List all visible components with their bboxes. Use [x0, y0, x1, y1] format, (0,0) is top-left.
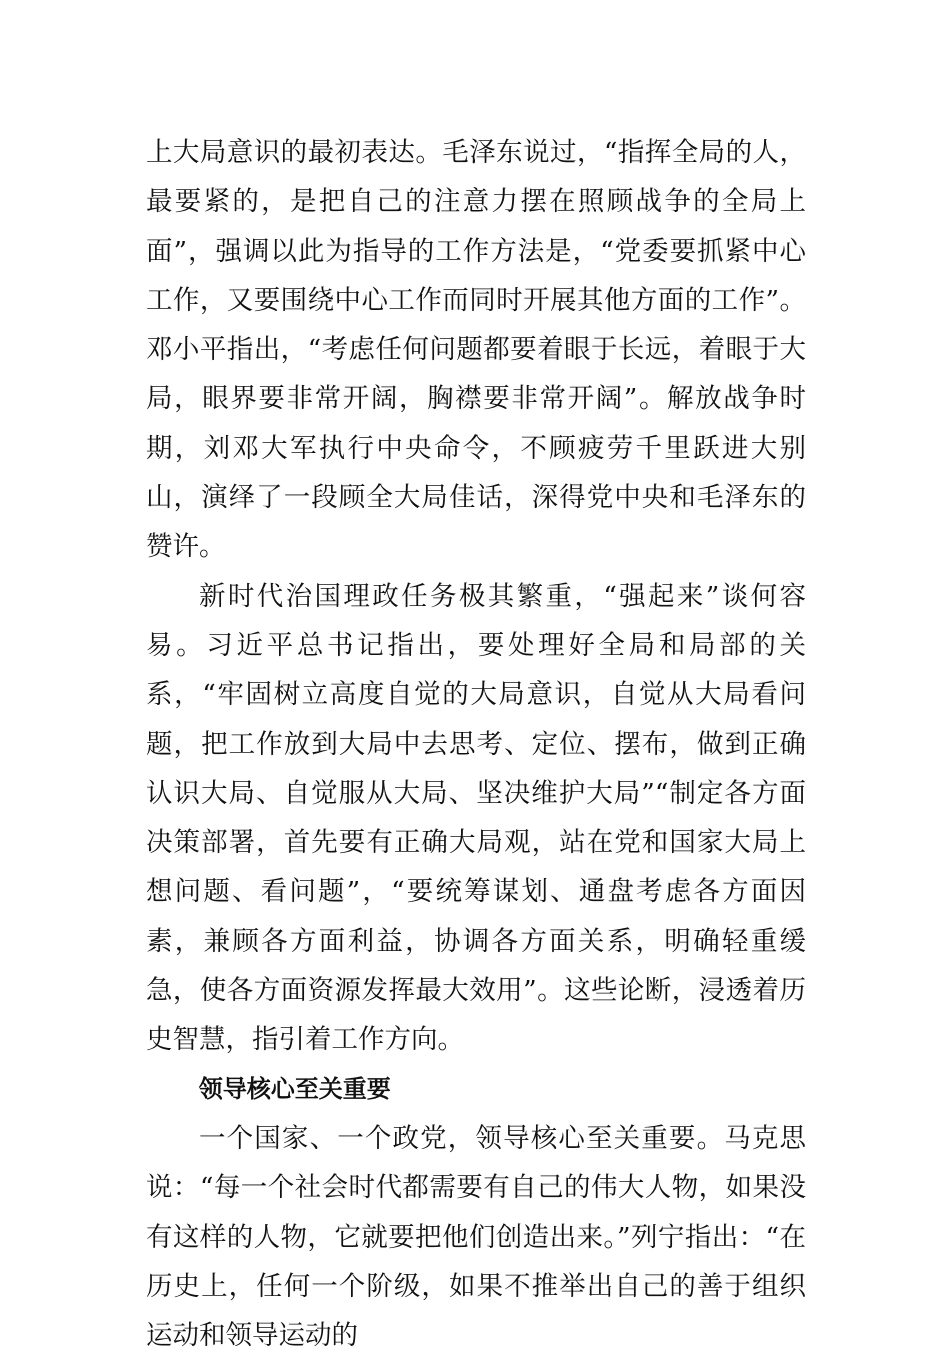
document-body: [146, 128, 806, 1360]
section-heading: 领导核心至关重要: [198, 1074, 391, 1103]
paragraph-leadership-core: 一个国家、一个政党，领导核心至关重要。马克思说：“每一个社会时代都需要有自己的伟大人物，如果没有这样的人物，它就要把他们创造出来。”列宁指出：“在历史上，任何一个阶级，如果不推举出自己的善于组织运动和领导运动的: [146, 1122, 806, 1352]
paragraph-continuation: 上大局意识的最初表达。毛泽东说过，“指挥全局的人，最要紧的，是把自己的注意力摆在照顾战争的全局上面”，强调以此为指导的工作方法是，“党委要抓紧中心工作，又要围绕中心工作而同时开展其他方面的工作”。邓小平指出，“考虑任何问题都要着眼于长远，着眼于大局，眼界要非常开阔，胸襟要非常开阔”。解放战争时期，刘邓大军执行中央命令，不顾疲劳千里跃进大别山，演绎了一段顾全大局佳话，深得党中央和毛泽东的赞许。: [146, 137, 806, 563]
paragraph-new-era: 新时代治国理政任务极其繁重，“强起来”谈何容易。习近平总书记指出，要处理好全局和局部的关系，“牢固树立高度自觉的大局意识，自觉从大局看问题，把工作放到大局中去思考、定位、摆布，做到正确认识大局、自觉服从大局、坚决维护大局”“制定各方面决策部署，首先要有正确大局观，站在党和国家大局上想问题、看问题”，“要统筹谋划、通盘考虑各方面因素，兼顾各方面利益，协调各方面关系，明确轻重缓急，使各方面资源发挥最大效用”。这些论断，浸透着历史智慧，指引着工作方向。: [146, 580, 806, 1056]
